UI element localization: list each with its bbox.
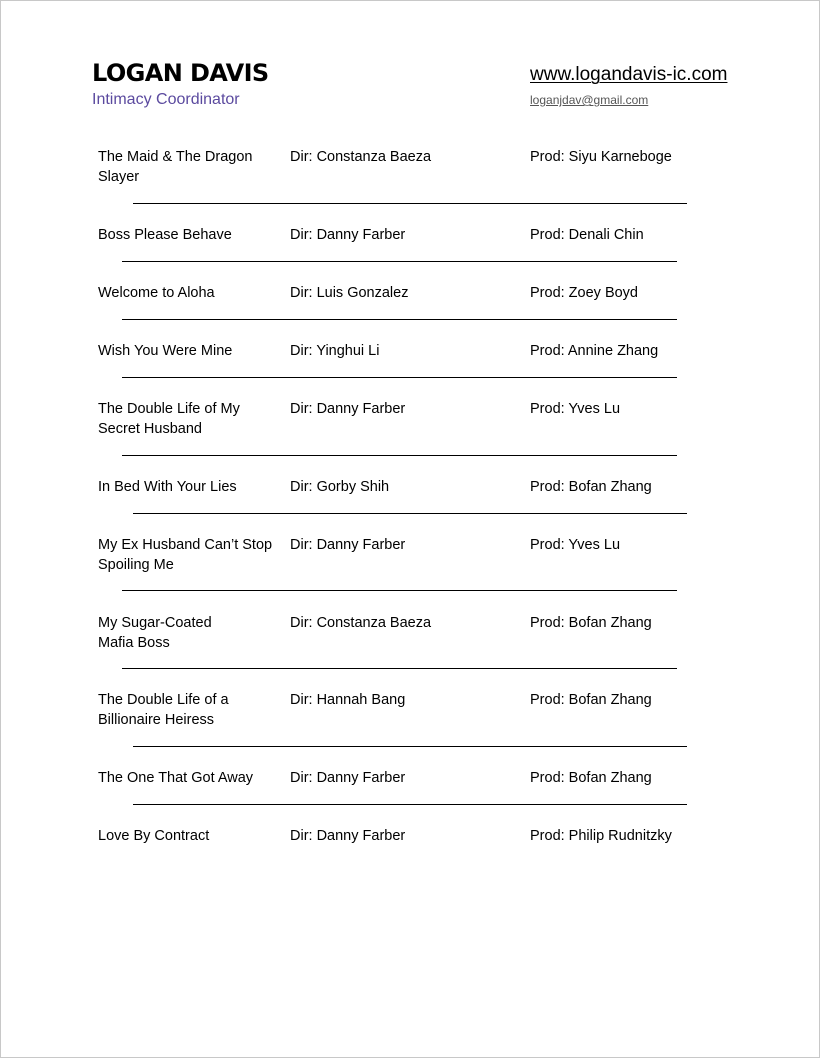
credit-title: In Bed With Your Lies — [98, 479, 237, 495]
credit-title: Love By Contract — [98, 828, 210, 844]
row-divider — [133, 746, 687, 747]
resume-role: Intimacy Coordinator — [92, 91, 240, 108]
credit-director: Dir: Danny Farber — [290, 537, 406, 553]
website-link[interactable]: www.logandavis-ic.com — [530, 64, 728, 85]
credit-producer: Prod: Yves Lu — [530, 401, 621, 417]
row-divider — [122, 261, 677, 262]
credit-director: Dir: Constanza Baeza — [290, 149, 432, 165]
credit-producer: Prod: Bofan Zhang — [530, 692, 652, 708]
credit-director: Dir: Luis Gonzalez — [290, 285, 409, 301]
row-divider — [122, 319, 677, 320]
resume-name: LOGAN DAVIS — [92, 59, 269, 87]
credit-title: The Double Life of My Secret Husband — [98, 401, 240, 437]
credit-title: The Maid & The Dragon Slayer — [98, 149, 253, 185]
email-link[interactable]: loganjdav@gmail.com — [530, 93, 649, 107]
credit-producer: Prod: Bofan Zhang — [530, 770, 652, 786]
credit-director: Dir: Constanza Baeza — [290, 615, 432, 631]
credit-director: Dir: Hannah Bang — [290, 692, 406, 708]
credit-title: My Sugar-Coated Mafia Boss — [98, 615, 212, 651]
credit-director: Dir: Danny Farber — [290, 227, 406, 243]
row-divider — [122, 668, 677, 669]
credit-producer: Prod: Zoey Boyd — [530, 285, 638, 301]
credit-producer: Prod: Bofan Zhang — [530, 615, 652, 631]
row-divider — [133, 513, 687, 514]
credit-title: Welcome to Aloha — [98, 285, 215, 301]
credit-producer: Prod: Yves Lu — [530, 537, 621, 553]
credit-title: The One That Got Away — [98, 770, 254, 786]
credit-director: Dir: Danny Farber — [290, 770, 406, 786]
credit-title: Boss Please Behave — [98, 227, 232, 243]
credit-producer: Prod: Philip Rudnitzky — [530, 828, 672, 844]
credit-title: Wish You Were Mine — [98, 343, 233, 359]
credit-director: Dir: Gorby Shih — [290, 479, 390, 495]
credit-producer: Prod: Siyu Karneboge — [530, 149, 672, 165]
credit-producer: Prod: Bofan Zhang — [530, 479, 652, 495]
credit-director: Dir: Danny Farber — [290, 401, 406, 417]
credit-director: Dir: Danny Farber — [290, 828, 406, 844]
row-divider — [122, 590, 677, 591]
credit-director: Dir: Yinghui Li — [290, 343, 380, 359]
credit-producer: Prod: Denali Chin — [530, 227, 644, 243]
credit-producer: Prod: Annine Zhang — [530, 343, 659, 359]
row-divider — [122, 377, 677, 378]
credit-title: The Double Life of a Billionaire Heiress — [98, 692, 229, 728]
row-divider — [133, 203, 687, 204]
row-divider — [122, 455, 677, 456]
row-divider — [133, 804, 687, 805]
credit-title: My Ex Husband Can’t Stop Spoiling Me — [98, 537, 273, 573]
